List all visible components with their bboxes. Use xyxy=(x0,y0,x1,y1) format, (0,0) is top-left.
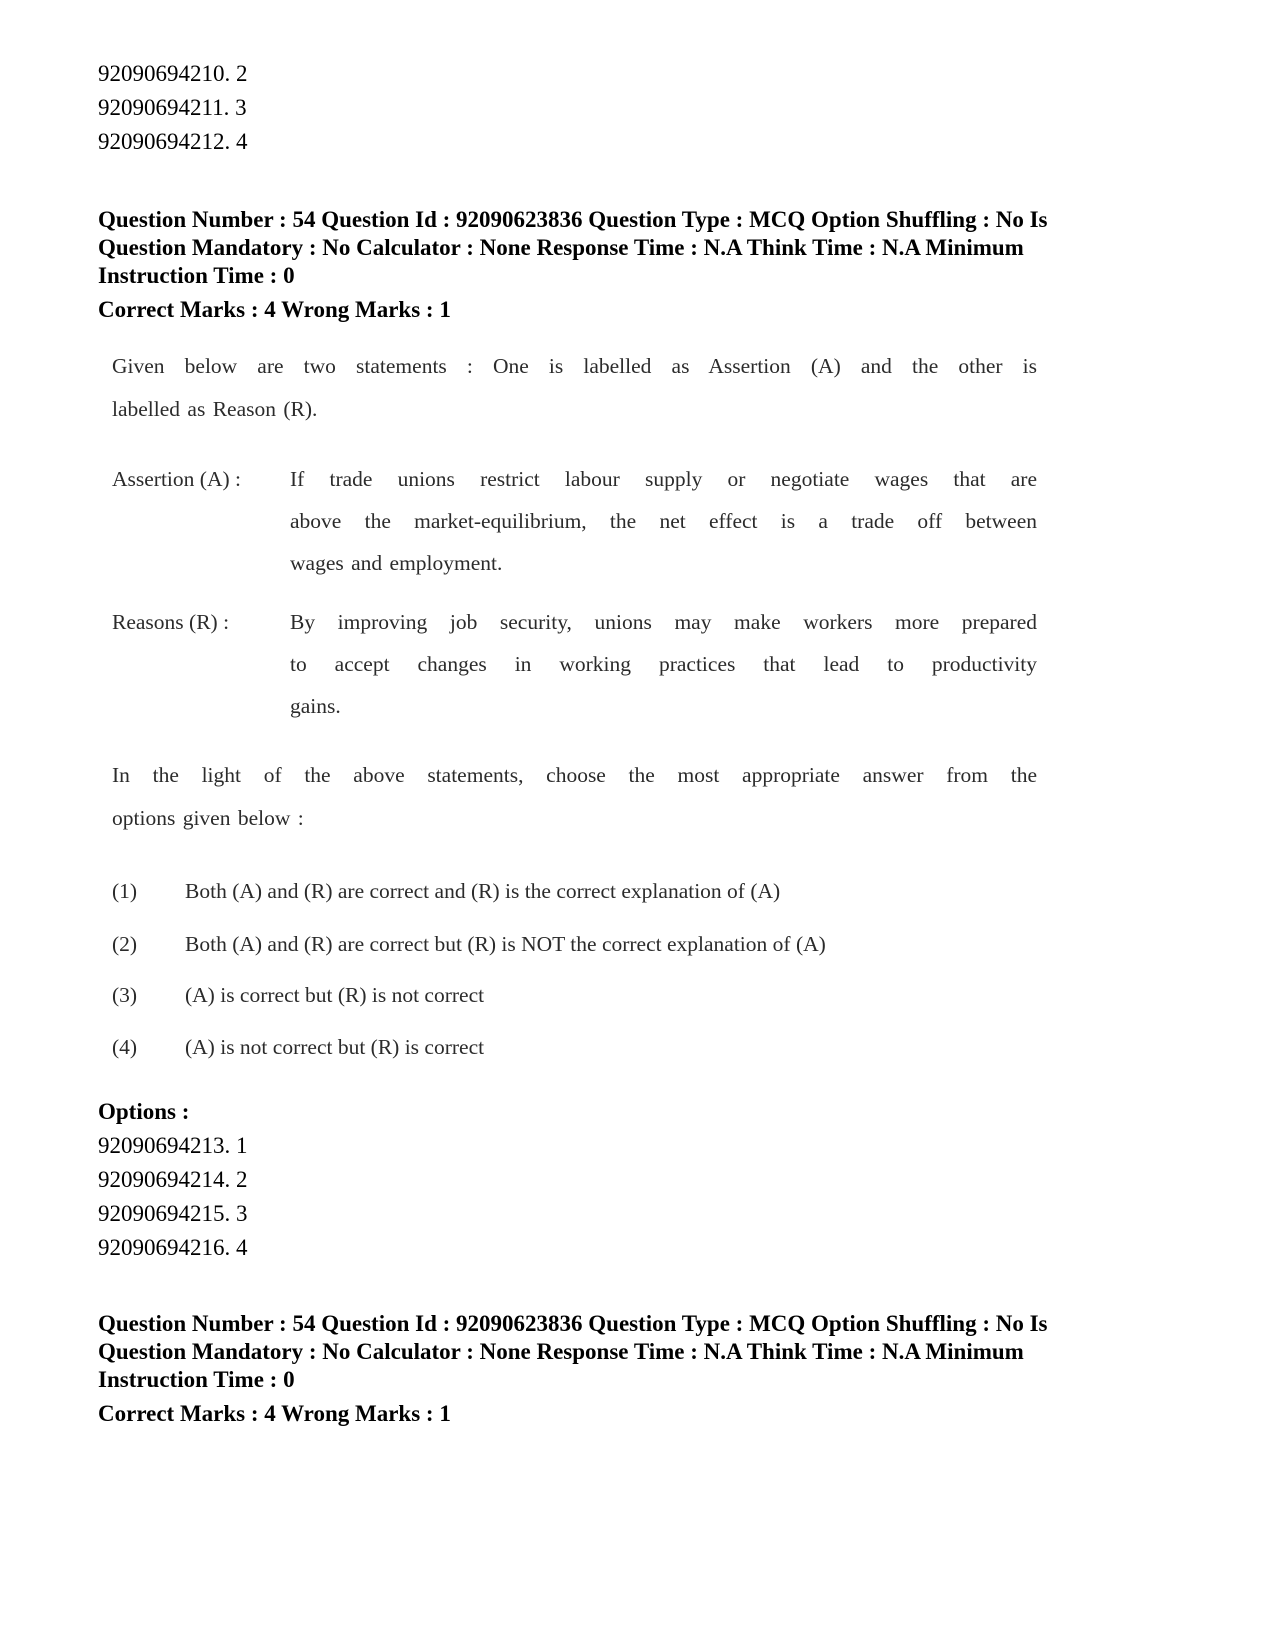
reason-line3: gains. xyxy=(290,694,341,718)
option-3: 92090694215. 3 xyxy=(98,1201,248,1226)
question-intro-line2: labelled as Reason (R). xyxy=(112,397,318,421)
option-1: 92090694213. 1 xyxy=(98,1133,248,1158)
prev-option-2: 92090694211. 3 xyxy=(98,95,247,120)
choice-number-1: (1) xyxy=(112,879,138,903)
reason-line1: By improving job security, unions may make workers more prepared xyxy=(290,610,1037,634)
assertion-line3: wages and employment. xyxy=(290,551,503,575)
choice-text-3: (A) is correct but (R) is not correct xyxy=(185,983,485,1007)
prev-option-3: 92090694212. 4 xyxy=(98,129,248,154)
choice-text-2: Both (A) and (R) are correct but (R) is NOT the correct explanation of (A) xyxy=(185,932,826,956)
question-header-line3: Instruction Time : 0 xyxy=(98,263,295,288)
choice-number-3: (3) xyxy=(112,983,138,1007)
prev-option-1: 92090694210. 2 xyxy=(98,61,248,86)
next-question-header-line1: Question Number : 54 Question Id : 92090623836 Question Type : MCQ Option Shuffling : No Is xyxy=(98,1311,1048,1336)
question-prompt-line1: In the light of the above statements, choose the most appropriate answer from the xyxy=(112,763,1037,787)
choice-number-4: (4) xyxy=(112,1035,138,1059)
question-header-line1: Question Number : 54 Question Id : 92090623836 Question Type : MCQ Option Shuffling : No Is xyxy=(98,207,1048,232)
next-question-header-line2: Question Mandatory : No Calculator : None Response Time : N.A Think Time : N.A Minimum xyxy=(98,1339,1024,1364)
next-question-header-line3: Instruction Time : 0 xyxy=(98,1367,295,1392)
choice-text-1: Both (A) and (R) are correct and (R) is the correct explanation of (A) xyxy=(185,879,781,903)
reason-line2: to accept changes in working practices that lead to productivity xyxy=(290,652,1037,676)
question-header-line2: Question Mandatory : No Calculator : None Response Time : N.A Think Time : N.A Minimum xyxy=(98,235,1024,260)
option-2: 92090694214. 2 xyxy=(98,1167,248,1192)
assertion-line1: If trade unions restrict labour supply or negotiate wages that are xyxy=(290,467,1037,491)
choice-number-2: (2) xyxy=(112,932,138,956)
next-question-marks: Correct Marks : 4 Wrong Marks : 1 xyxy=(98,1401,451,1426)
question-prompt-line2: options given below : xyxy=(112,806,304,830)
question-marks: Correct Marks : 4 Wrong Marks : 1 xyxy=(98,297,451,322)
assertion-label: Assertion (A) : xyxy=(112,467,241,491)
choice-text-4: (A) is not correct but (R) is correct xyxy=(185,1035,485,1059)
options-label: Options : xyxy=(98,1099,190,1124)
reason-label: Reasons (R) : xyxy=(112,610,230,634)
option-4: 92090694216. 4 xyxy=(98,1235,248,1260)
assertion-line2: above the market-equilibrium, the net effect is a trade off between xyxy=(290,509,1037,533)
question-intro-line1: Given below are two statements : One is labelled as Assertion (A) and the other is xyxy=(112,354,1037,378)
